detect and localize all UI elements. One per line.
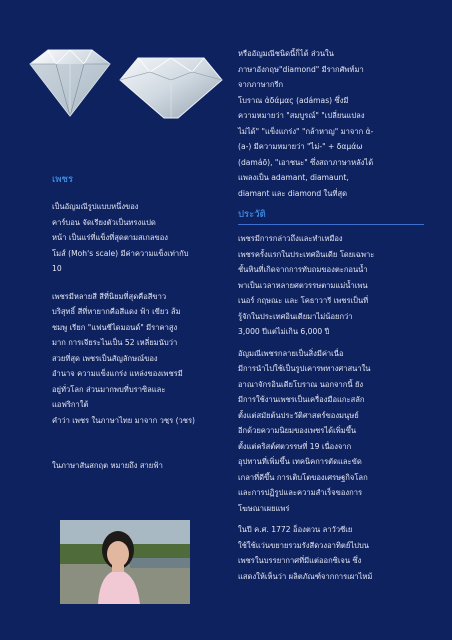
section-heading-history: ประวัติ — [238, 209, 266, 220]
intro-paragraph: เป็นอัญมณีรูปแบบหนึ่งของ คาร์บอน จัดเรียงตัวเป็นทรงแปด หน้า เป็นแร่ที่แข็งที่สุดตามสเกลของ โมส์ (Moh's scale) มีค่าความแข็งเท่ากับ 10 — [52, 202, 189, 273]
colors-paragraph: เพชรมีหลายสี สีที่นิยมที่สุดคือสีขาว บริสุทธิ์ สีที่หายากคือสีแดง ฟ้า เขียว ส้ม ชมพู เรียก "แฟนซีไดมอนด์" มีราคาสูง มาก การเจียระไนเป็น 52 เหลี่ยมนับว่า สวยที่สุด เพชรเป็นสัญลักษณ์ของ อำนาจ ความแข็งแกร่ง แหล่งของเพชรมี อยู่ทั่วโลก ส่วนมากพบที่บราซิลและ แอฟริกาใต้ คำว่า เพชร ในภาษาไทย มาจาก วชฺร (วชร) — [52, 291, 195, 425]
section-heading-diamond: เพชร — [52, 174, 74, 185]
person-photo — [60, 520, 190, 604]
history-paragraph: เพชรมีการกล่าวถึงและทำเหมือง เพชรครั้งแรกในประเทศอินเดีย โดยเฉพาะ ชั้นหินที่เกิดจากการทับถมของตะกอนน้ำ พาเป็นเวลาหลายศตวรรษตามแม่น้ำเพน เนอร์ กฤษณะ และ โคธาวารี เพชรเป็นที่ รู้จักในประเทศอินเดียมาไม่น้อยกว่า 3,000 ปีแต่ไม่เกิน 6,000 ปี — [238, 234, 375, 336]
right-column — [238, 46, 424, 584]
etymology-paragraph: หรืออัญมณีชนิดนี้ก็ได้ ส่วนใน ภาษาอังกฤษ"diamond" มีรากศัพท์มา จากภาษากรีก โบราณ ἀδάμας (adámas) ซึ่งมี ความหมายว่า "สมบูรณ์" "เปลี่ยนแปลง ไม่ได้" "แข็งแกร่ง" "กล้าหาญ" มาจาก ἀ- (a-) มีความหมายว่า "ไม่-" + δαμάω (damáō), "เอาชนะ" ซึ่งสถาภาษาหลังได้ แพลงเป็น adamant, diamaunt, diamant และ diamond ในที่สุด — [238, 49, 374, 198]
sanskrit-paragraph: ในภาษาสันสกฤต หมายถึง สายฟ้า — [52, 461, 163, 470]
heading-divider — [238, 224, 424, 225]
left-column — [52, 40, 224, 474]
lavoisier-paragraph: ในปี ค.ศ. 1772 อ็องตวน ลาวัวซีเย ใช้ใช้แว่นขยายรวมรังสีดวงอาทิตย์ไปบน เพชรในบรรยากาศที่มีแต่ออกซิเจน ซึ่ง แสดงให้เห็นว่า ผลิตภัณฑ์จากการเผาไหม้ — [238, 525, 373, 581]
value-paragraph: อัญมณีเพชรกลายเป็นสิ่งมีค่าเนื่อ มีการนำไปใช้เป็นรูปเคารพทางศาสนาใน อาณาจักรอินเดียโบราณ นอกจากนี้ ยัง มีการใช้งานเพชรเป็นเครื่องมือแกะสลัก ตั้งแต่สมัยต้นประวัติศาสตร์ของมนุษย์ อีกด้วยความนิยมของเพชรได้เพิ่มขึ้น ตั้งแต่คริสต์ศตวรรษที่ 19 เนื่องจาก อุปทานที่เพิ่มขึ้น เทคนิคการตัดและขัด เกลาที่ดีขึ้น การเติบโตของเศรษฐกิจโลก และการปฏิรูปและความสำเร็จของการ โฆษณาเผยแพร่ — [238, 348, 371, 513]
